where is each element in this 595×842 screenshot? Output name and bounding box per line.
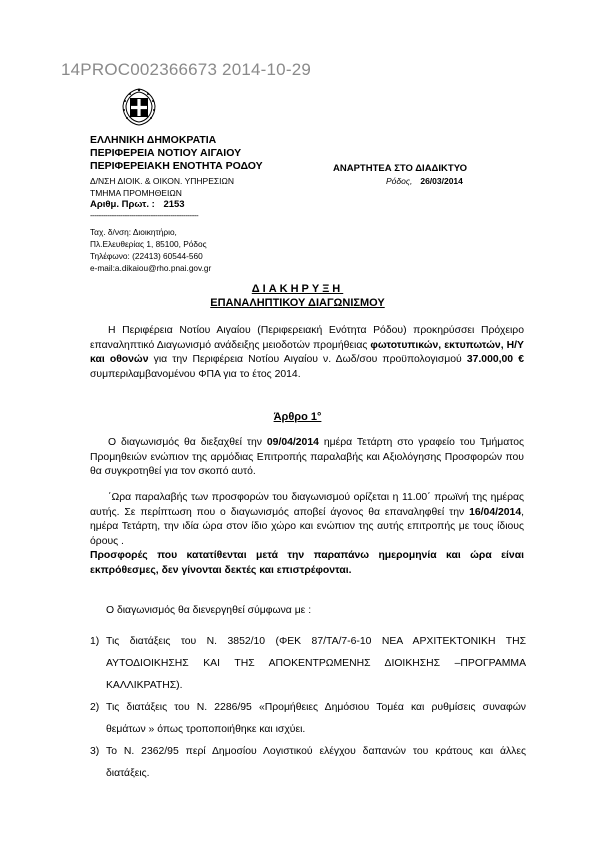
email-line: e-mail:a.dikaiou@rho.pnai.gov.gr [90,263,212,273]
list-item: 1) Τις διατάξεις του Ν. 3852/10 (ΦΕΚ 87/ΤΑ/7-6-10 ΝΕΑ ΑΡΧΙΤΕΚΤΟΝΙΚΗ ΤΗΣ ΑΥΤΟΔΙΟΙΚΗΣΗΣ ΚΑΙ ΤΗΣ ΑΠΟΚΕΝΤΡΩΜΕΝΗΣ ΔΙΟΙΚΗΣΗΣ –ΠΡΟΓΡΑΜΜΑ ΚΑΛΛΙΚΡΑΤΗΣ). [90,636,526,691]
document-subtitle: ΕΠΑΝΑΛΗΠΤΙΚΟΥ ΔΙΑΓΩΝΙΣΜΟΥ [210,297,385,309]
deadline-warning: Προσφορές που κατατίθενται μετά την παραπάνω ημερομηνία και ώρα είναι εκπρόθεσμες, δεν γίνονται δεκτές και επιστρέφονται. [90,550,524,576]
time-paragraph: ΄Ωρα παραλαβής των προσφορών του διαγωνισμού ορίζεται η 11.00΄ πρωϊνή της ημέρας αυτής. Σε περίπτωση που ο διαγωνισμός αποβεί άγονος θα επαναληφθεί την 16/04/2014, ημέρα Τετάρτη, την ιδία ώρα στον ίδιο χώρο και ενώπιον της αυτής επιτροπής με τους ίδιους όρους . [90,492,524,547]
list-item: 2) Τις διατάξεις του Ν. 2286/95 «Προμήθειες Δημόσιου Τομέα και ρυθμίσεις συναφών θεμάτων » όπως τροποποιήθηκε και ισχύει. [90,702,526,735]
header-department: Δ/ΝΣΗ ΔΙΟΙΚ. & ΟΙΚΟΝ. ΥΠΗΡΕΣΙΩΝ [90,176,234,186]
header-region: ΠΕΡΙΦΕΡΕΙΑ ΝΟΤΙΟΥ ΑΙΓΑΙΟΥ [90,147,242,159]
intro-paragraph: Η Περιφέρεια Νοτίου Αιγαίου (Περιφερειακή Ενότητα Ρόδου) προκηρύσσει Πρόχειρο επαναληπτικό Διαγωνισμό ανάδειξης μειοδοτών προμήθειας φωτοτυπικών, εκτυπωτών, Η/Υ και οθονών για την Περιφέρεια Νοτίου Αιγαίου ν. Δωδ/σου προϋπολογισμού 37.000,00 € συμπεριλαμβανομένου ΦΠΑ για το έτος 2014. [90,325,524,380]
document-title: ΔΙΑΚΗΡΥΞΗ [251,283,344,295]
address-line: Πλ.Ελευθερίας 1, 85100, Ρόδος [90,239,207,249]
article-heading: Άρθρο 1° [273,411,322,423]
header-unit: ΠΕΡΙΦΕΡΕΙΑΚΗ ΕΝΟΤΗΤΑ ΡΟΔΟΥ [90,160,263,172]
header-country: ΕΛΛΗΝΙΚΗ ΔΗΜΟΚΡΑΤΙΑ [90,134,217,146]
separator-line: -------------------------------------------------- [90,211,199,220]
greek-emblem-icon [118,86,160,128]
protocol-number: Αριθμ. Πρωτ. : 2153 [90,199,185,210]
header-section: ΤΜΗΜΑ ΠΡΟΜΗΘΕΙΩΝ [90,188,182,198]
list-intro: Ο διαγωνισμός θα διενεργηθεί σύμφωνα με : [106,605,312,616]
posted-online-note: ΑΝΑΡΤΗΤΕΑ ΣΤΟ ΔΙΑΔΙΚΤΥΟ [333,163,468,174]
list-item: 3) Το Ν. 2362/95 περί Δημοσίου Λογιστικού ελέγχου δαπανών του κράτους και άλλες διατάξεις. [90,746,526,779]
place-date: Ρόδος, 26/03/2014 [386,176,463,186]
document-id: 14PROC002366673 2014-10-29 [61,60,311,79]
date-paragraph: Ο διαγωνισμός θα διεξαχθεί την 09/04/2014 ημέρα Τετάρτη στο γραφείο του Τμήματος Προμηθειών ενώπιον της αρμόδιας Επιτροπής παραλαβής και Αξιολόγησης Προσφορών που θα συγκροτηθεί για τον σκοπό αυτό. [90,437,524,477]
address-line: Ταχ. δ/νση: Διοικητήριο, [90,227,177,237]
phone-line: Τηλέφωνο: (22413) 60544-560 [90,251,203,261]
